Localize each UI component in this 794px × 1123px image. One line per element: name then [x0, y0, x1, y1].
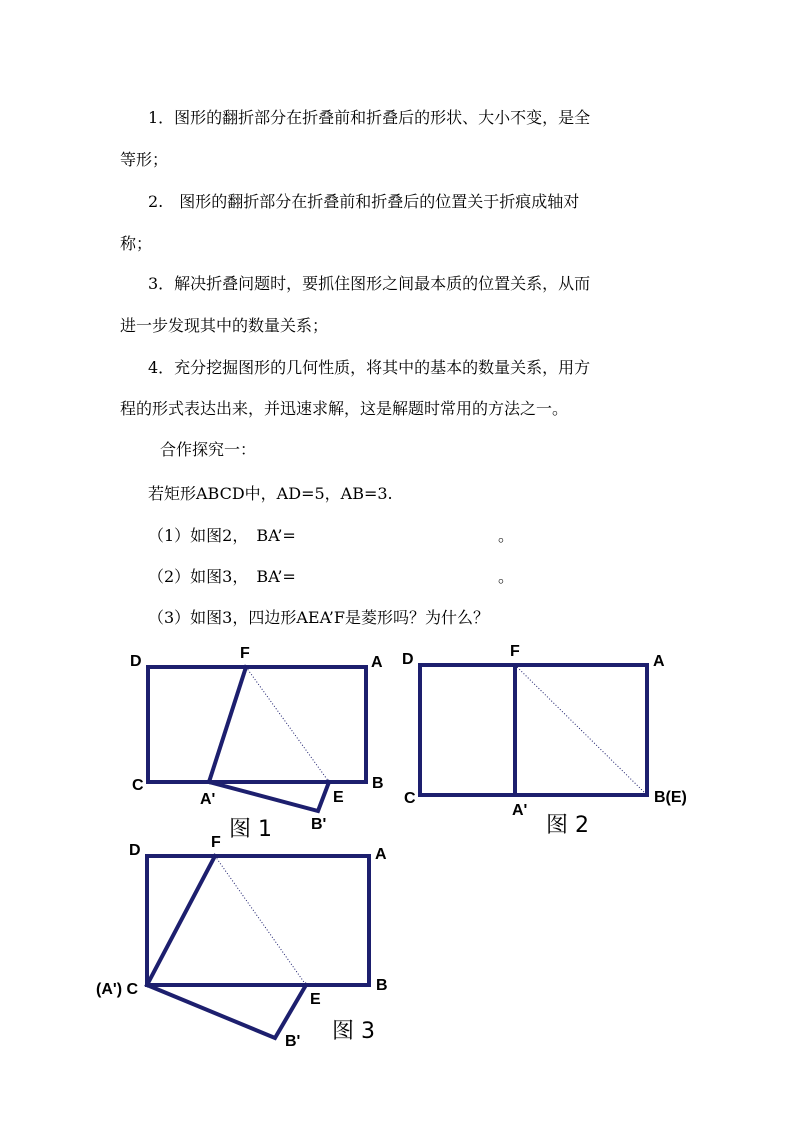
fig3-label-b: B — [376, 977, 388, 994]
question-1: （1）如图2， BA’= — [148, 526, 296, 545]
fig2-label-f: F — [510, 643, 520, 660]
fig3-label-b-prime: B' — [285, 1033, 301, 1050]
problem-given: 若矩形ABCD中，AD=5，AB=3. — [148, 484, 393, 503]
fig3-label-a: A — [375, 846, 387, 863]
fig3-folded-flap — [147, 985, 306, 1038]
fig1-crease — [246, 667, 329, 782]
fig3-label-e: E — [310, 991, 321, 1008]
fig3-fold-edge-fa — [147, 856, 215, 985]
point-2-line-1: 2. 图形的翻折部分在折叠前和折叠后的位置关于折痕成轴对 — [148, 192, 580, 211]
fig3-crease — [215, 856, 306, 985]
point-1-line-2: 等形； — [120, 150, 169, 169]
fig3-caption: 图 3 — [332, 1019, 375, 1044]
fig1-caption: 图 1 — [229, 817, 272, 842]
fig2-label-d: D — [402, 651, 414, 668]
point-1-line-1: 1．图形的翻折部分在折叠前和折叠后的形状、大小不变，是全 — [148, 108, 591, 127]
fig1-label-a: A — [371, 654, 383, 671]
fig2-label-a: A — [653, 653, 665, 670]
question-2: （2）如图3， BA’= — [148, 567, 296, 586]
fig1-rectangle — [148, 667, 366, 782]
fig2-label-c: C — [404, 790, 416, 807]
fig2-rectangle — [420, 665, 647, 795]
fig1-fold-edge-fa — [209, 667, 246, 782]
fig1-label-d: D — [130, 653, 142, 670]
cooperation-title: 合作探究一： — [160, 440, 257, 459]
figure-1 — [130, 645, 384, 842]
question-3: （3）如图3，四边形AEA’F是菱形吗？为什么？ — [148, 608, 489, 627]
fig1-label-c: C — [132, 777, 144, 794]
fig1-label-b-prime: B' — [311, 816, 327, 833]
fig2-label-a-prime: A' — [512, 802, 528, 819]
fig3-label-d: D — [129, 842, 141, 859]
fig3-label-c-a-prime: (A') C — [96, 981, 139, 998]
fig1-label-e: E — [333, 789, 344, 806]
figure-3 — [96, 834, 388, 1050]
point-4-line-2: 程的形式表达出来，并迅速求解，这是解题时常用的方法之一。 — [120, 399, 569, 418]
fig1-label-b: B — [372, 775, 384, 792]
point-2-line-2: 称； — [120, 234, 153, 253]
fig2-label-b-e: B(E) — [654, 789, 687, 806]
fig3-label-f: F — [211, 834, 221, 851]
fig2-crease — [515, 665, 647, 795]
point-3-line-2: 进一步发现其中的数量关系； — [120, 316, 329, 335]
point-4-line-1: 4．充分挖掘图形的几何性质，将其中的基本的数量关系，用方 — [148, 358, 591, 377]
figure-2 — [402, 643, 687, 838]
fig1-label-f: F — [240, 645, 250, 662]
fig1-label-a-prime: A' — [200, 791, 216, 808]
fig1-folded-flap — [209, 782, 329, 811]
question-2-period: 。 — [498, 567, 515, 586]
point-3-line-1: 3．解决折叠问题时，要抓住图形之间最本质的位置关系，从而 — [148, 274, 591, 293]
question-1-period: 。 — [498, 526, 515, 545]
fig2-caption: 图 2 — [546, 813, 589, 838]
